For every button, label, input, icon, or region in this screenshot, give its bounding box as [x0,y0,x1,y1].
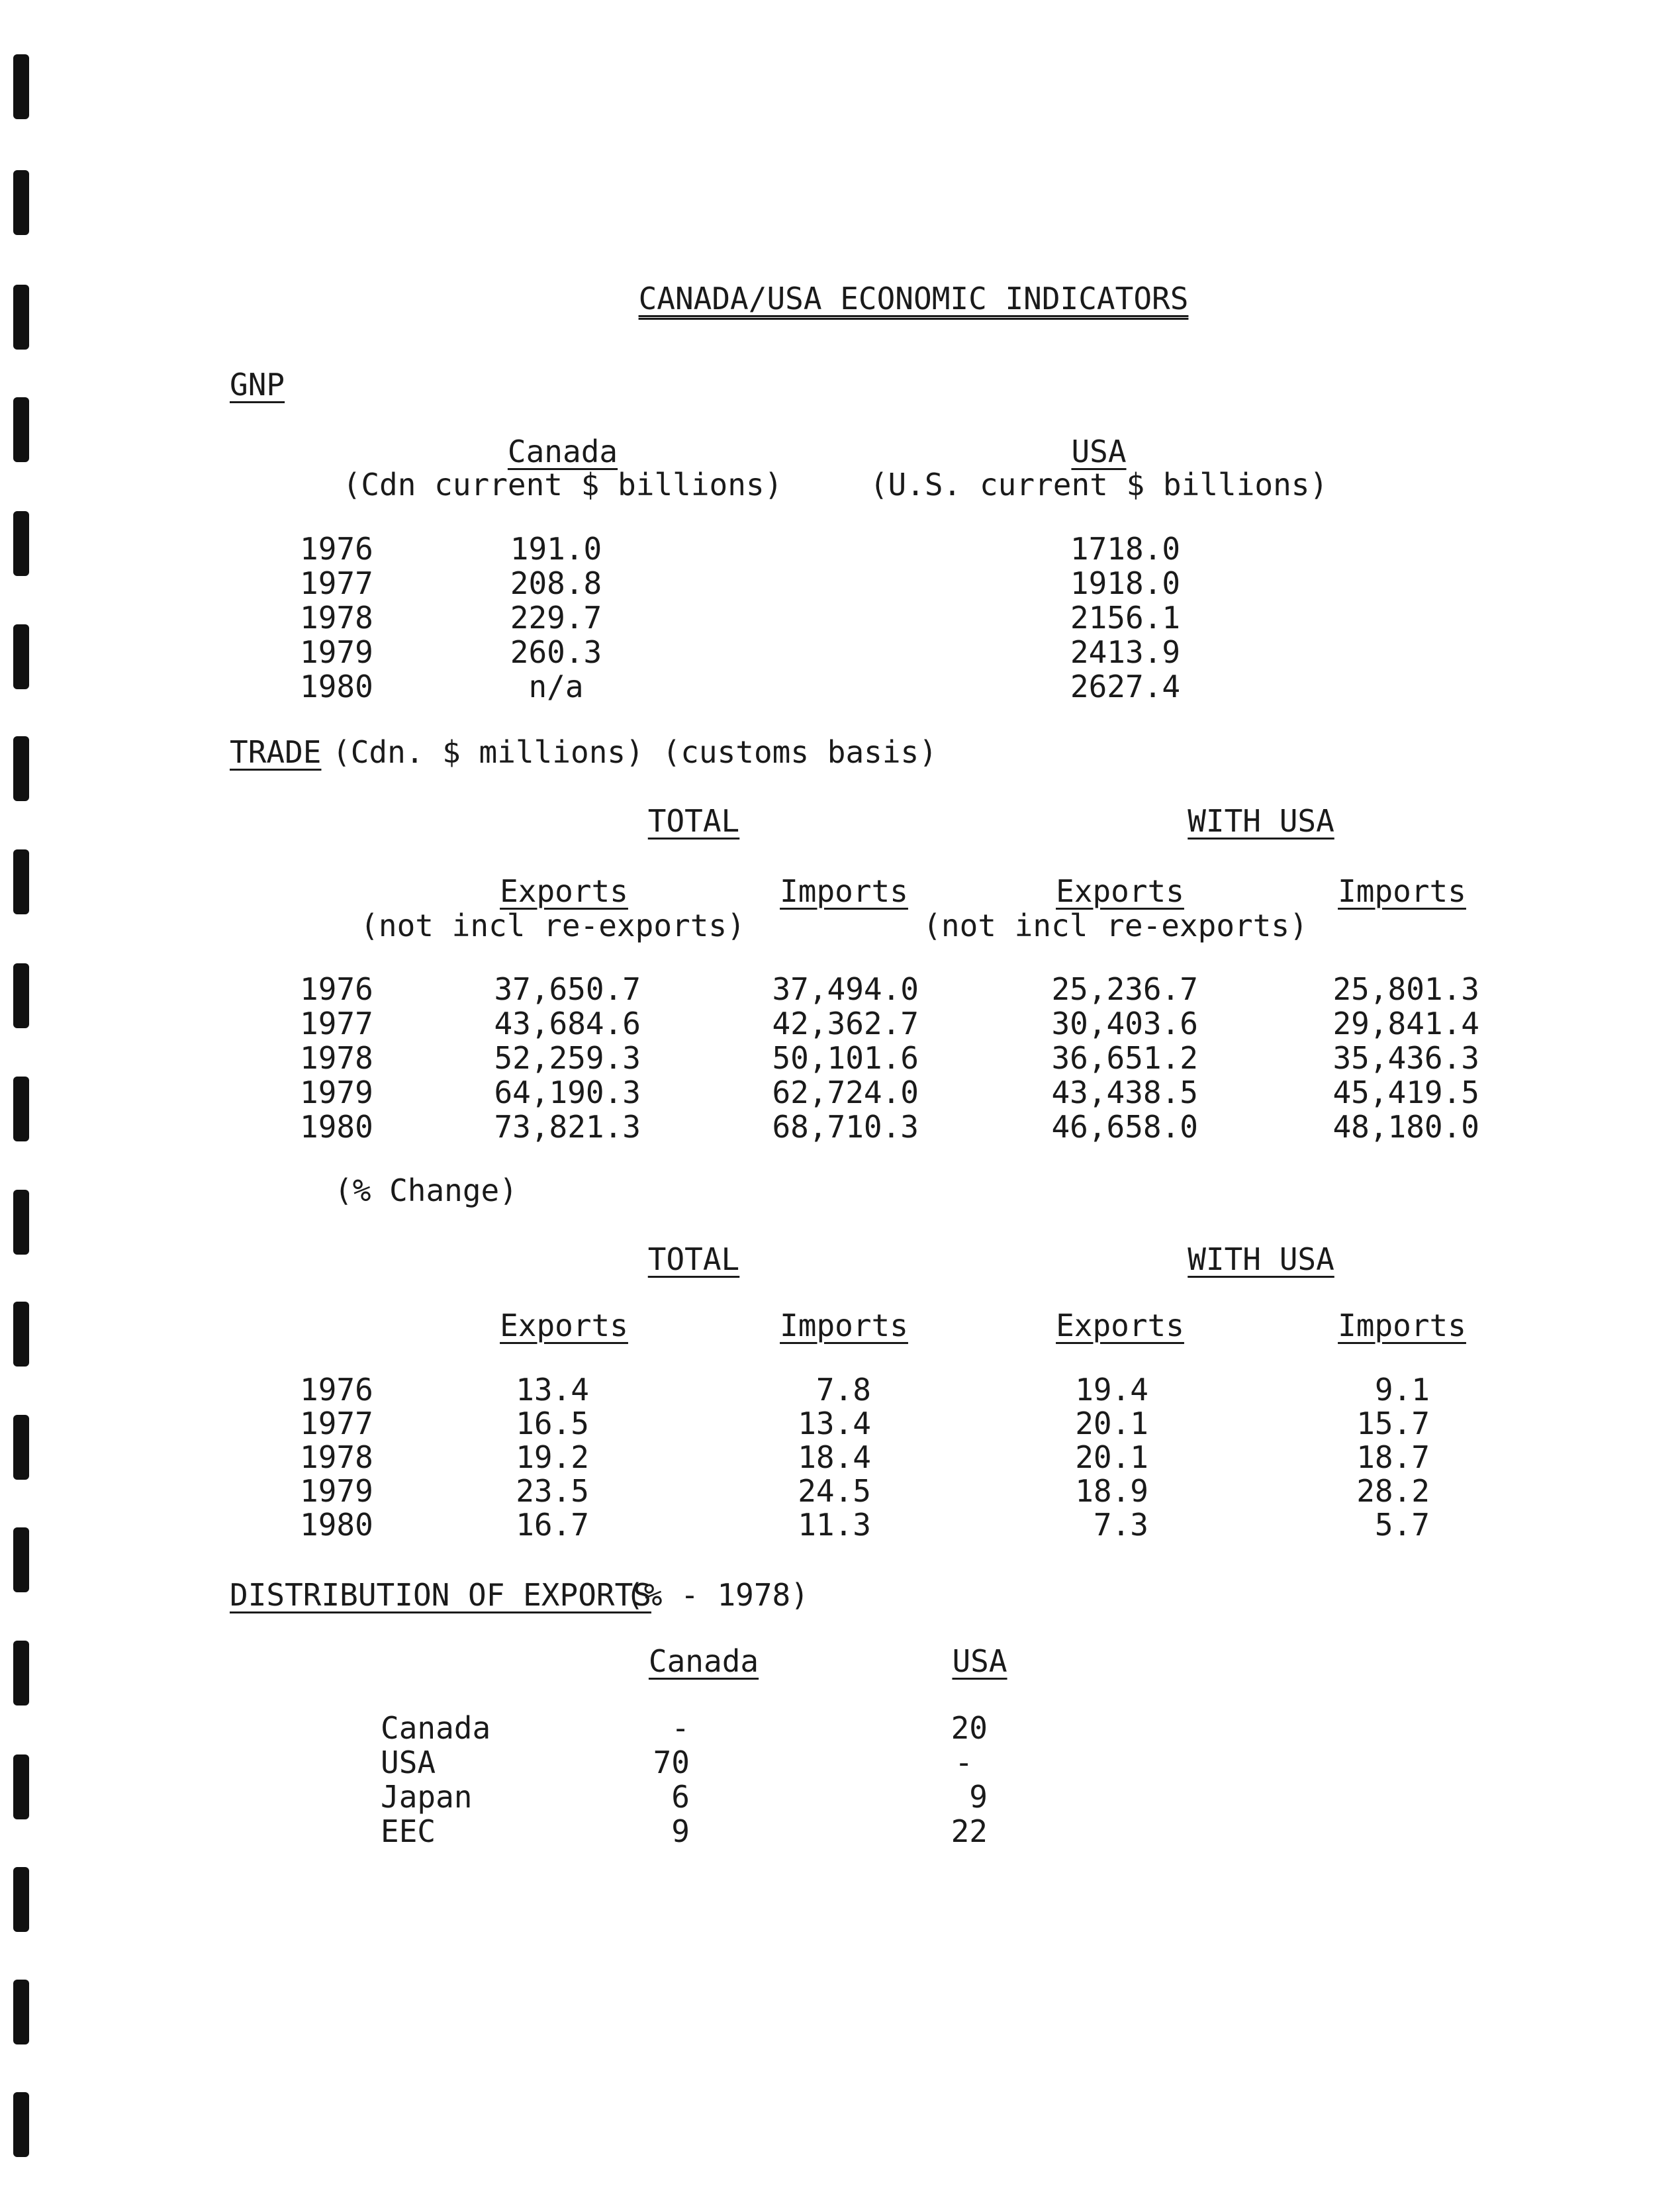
total-exports-value: 13.4 [516,1372,589,1408]
binder-hole [13,1980,29,2044]
usa-imports-value: 48,180.0 [1332,1109,1479,1145]
usa-exports-value: 20.1 [1075,1406,1148,1441]
pct-usa-imports-label: Imports [1338,1308,1466,1343]
total-imports-value: 13.4 [798,1406,871,1441]
pct-total-label: TOTAL [647,1241,740,1277]
usa-exports-value: 46,658.0 [1051,1109,1198,1145]
usa-imports-value: 45,419.5 [1332,1075,1479,1110]
total-exports-value: 16.5 [516,1406,589,1441]
total-exports-value: 37,650.7 [494,971,641,1007]
total-imports-value: 68,710.3 [772,1109,919,1145]
usa-imports-value: 25,801.3 [1332,971,1479,1007]
gnp-canada-value: 260.3 [510,634,602,670]
total-imports-value: 24.5 [798,1473,871,1509]
binder-hole [13,1415,29,1480]
trade-total-label: TOTAL [647,803,740,839]
dist-canada-label: Canada [648,1643,759,1679]
binder-hole [13,963,29,1028]
year-cell: 1979 [300,1473,373,1509]
binder-hole [13,54,29,119]
usa-imports-value: 28.2 [1356,1473,1430,1509]
usa-imports-value: 18.7 [1356,1439,1430,1475]
usa-exports-value: 19.4 [1075,1372,1148,1408]
binder-hole [13,2092,29,2157]
gnp-usa-units: (U.S. current $ billions) [869,467,1329,503]
gnp-canada-value: 208.8 [510,565,602,601]
binder-hole [13,849,29,914]
binder-hole [13,170,29,235]
total-exports-value: 64,190.3 [494,1075,641,1110]
page-title: CANADA/USA ECONOMIC INDICATORS [638,281,1189,316]
pct-with-usa-label: WITH USA [1188,1241,1334,1277]
dist-canada-value: 70 [653,1745,690,1780]
total-exports-value: 73,821.3 [494,1109,641,1145]
destination-cell: Japan [381,1779,473,1815]
dist-usa-value: 20 [951,1710,988,1746]
usa-imports-value: 35,436.3 [1332,1040,1479,1076]
usa-exports-value: 30,403.6 [1051,1006,1198,1041]
dist-canada-value: 6 [671,1779,690,1815]
dist-usa-value: 22 [951,1813,988,1849]
total-imports-value: 7.8 [816,1372,871,1408]
year-cell: 1976 [300,1372,373,1408]
total-imports-value: 18.4 [798,1439,871,1475]
trade-total-exports-label: Exports [500,873,628,909]
gnp-heading: GNP [230,367,285,403]
total-imports-value: 37,494.0 [772,971,919,1007]
distribution-heading: DISTRIBUTION OF EXPORTS [230,1577,651,1613]
binder-hole [13,1641,29,1706]
total-exports-value: 52,259.3 [494,1040,641,1076]
pct-usa-exports-label: Exports [1056,1308,1184,1343]
total-exports-value: 16.7 [516,1507,589,1543]
gnp-canada-value: 191.0 [510,531,602,567]
binder-hole [13,1302,29,1367]
year-cell: 1980 [300,1109,373,1145]
gnp-canada-value: n/a [528,669,584,704]
usa-exports-value: 20.1 [1075,1439,1148,1475]
year-cell: 1979 [300,634,373,670]
destination-cell: USA [381,1745,436,1780]
binder-hole [13,1190,29,1255]
binder-hole [13,511,29,576]
binder-hole [13,1077,29,1141]
binder-hole [13,1754,29,1819]
usa-exports-value: 43,438.5 [1051,1075,1198,1110]
total-exports-value: 23.5 [516,1473,589,1509]
gnp-canada-value: 229.7 [510,600,602,636]
dist-canada-value: - [671,1710,690,1746]
usa-exports-value: 25,236.7 [1051,971,1198,1007]
gnp-canada-label: Canada [507,434,618,469]
binder-hole [13,285,29,350]
gnp-usa-value: 2627.4 [1070,669,1181,704]
pct-total-exports-label: Exports [500,1308,628,1343]
total-imports-value: 62,724.0 [772,1075,919,1110]
year-cell: 1976 [300,971,373,1007]
trade-usa-imports-label: Imports [1338,873,1466,909]
year-cell: 1980 [300,669,373,704]
total-exports-value: 43,684.6 [494,1006,641,1041]
dist-canada-value: 9 [671,1813,690,1849]
trade-total-exports-note: (not incl re-exports) [360,908,745,943]
total-exports-value: 19.2 [516,1439,589,1475]
binder-hole [13,736,29,801]
trade-heading-units: (Cdn. $ millions) (customs basis) [332,734,937,770]
trade-usa-exports-label: Exports [1056,873,1184,909]
dist-usa-label: USA [952,1643,1007,1679]
gnp-canada-units: (Cdn current $ billions) [342,467,783,503]
usa-exports-value: 18.9 [1075,1473,1148,1509]
gnp-usa-label: USA [1071,434,1127,469]
total-imports-value: 11.3 [798,1507,871,1543]
pct-total-imports-label: Imports [780,1308,908,1343]
trade-heading: TRADE [230,734,322,770]
binder-hole [13,397,29,462]
usa-imports-value: 29,841.4 [1332,1006,1479,1041]
dist-usa-value: - [955,1745,973,1780]
year-cell: 1979 [300,1075,373,1110]
total-imports-value: 50,101.6 [772,1040,919,1076]
year-cell: 1978 [300,1439,373,1475]
pct-change-heading: (% Change) [334,1173,518,1208]
usa-imports-value: 5.7 [1374,1507,1430,1543]
gnp-usa-value: 2156.1 [1070,600,1181,636]
distribution-heading-units: (% - 1978) [626,1577,809,1613]
year-cell: 1980 [300,1507,373,1543]
binder-hole [13,624,29,689]
usa-imports-value: 15.7 [1356,1406,1430,1441]
year-cell: 1976 [300,531,373,567]
destination-cell: EEC [381,1813,436,1849]
destination-cell: Canada [381,1710,491,1746]
usa-exports-value: 7.3 [1093,1507,1148,1543]
gnp-usa-value: 1918.0 [1070,565,1181,601]
year-cell: 1978 [300,600,373,636]
trade-with-usa-label: WITH USA [1188,803,1334,839]
year-cell: 1977 [300,1006,373,1041]
usa-exports-value: 36,651.2 [1051,1040,1198,1076]
total-imports-value: 42,362.7 [772,1006,919,1041]
binder-hole [13,1867,29,1932]
year-cell: 1977 [300,1406,373,1441]
usa-imports-value: 9.1 [1374,1372,1430,1408]
dist-usa-value: 9 [969,1779,988,1815]
binder-hole [13,1527,29,1592]
trade-total-imports-label: Imports [780,873,908,909]
gnp-usa-value: 2413.9 [1070,634,1181,670]
year-cell: 1978 [300,1040,373,1076]
year-cell: 1977 [300,565,373,601]
gnp-usa-value: 1718.0 [1070,531,1181,567]
trade-usa-exports-note: (not incl re-exports) [923,908,1308,943]
